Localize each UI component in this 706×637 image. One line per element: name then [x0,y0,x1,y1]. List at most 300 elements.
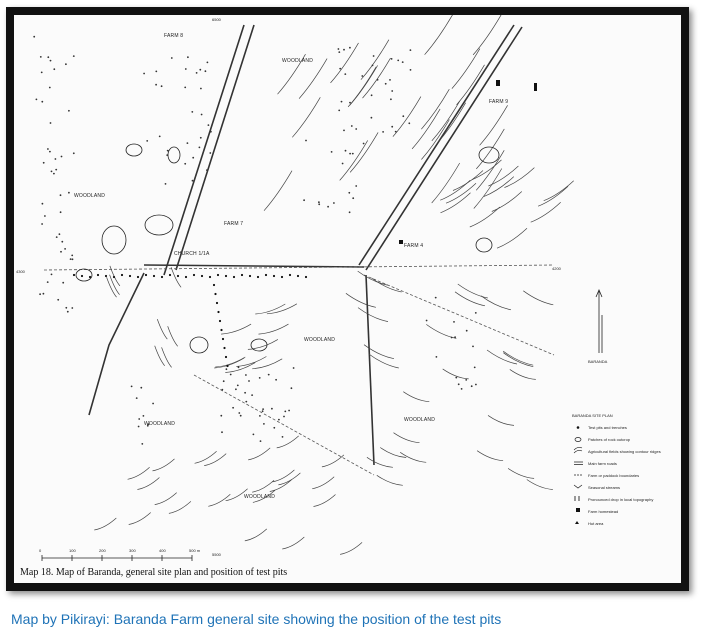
ridge-line [363,58,391,98]
ridge-line [155,493,177,505]
woodland-dot [361,75,363,77]
legend-title: BARANDA SITE PLAN [572,413,613,418]
woodland-dot [201,114,203,116]
ridge-line [504,168,534,188]
legend-symbol-ridge [574,447,582,453]
woodland-dot [53,68,55,70]
woodland-dot [51,274,53,276]
test-pit [177,275,179,277]
test-pit [201,275,203,277]
ridge-line [277,436,299,448]
woodland-dot [184,163,186,165]
ridge-line [508,468,534,478]
legend-item-label: Seasonal streams [588,485,621,490]
woodland-dot [260,440,262,442]
woodland-dot [138,426,140,428]
woodland-dot [61,241,63,243]
woodland-dot [53,173,55,175]
woodland-dot [475,312,477,314]
test-pit [145,274,147,276]
woodland-dot [155,71,157,73]
test-pit [233,276,235,278]
woodland-dot [283,416,285,418]
ridge-line [425,15,453,55]
test-pit [257,276,259,278]
coord-bottom: 5500 [212,552,221,557]
woodland-dot [185,68,187,70]
woodland-dot [288,410,290,412]
woodland-dot [196,72,198,74]
woodland-dot [318,201,320,203]
woodland-dot [60,194,62,196]
farm-boundaries [44,265,554,475]
woodland-dot [343,49,345,51]
ridge-line [153,459,175,471]
ridge-line [157,319,167,339]
ridge-line [128,467,150,479]
woodland-dot [344,73,346,75]
ridge-line [248,448,270,460]
ridge-line [137,478,159,490]
scale-tick-label: 500 m [189,548,201,553]
woodland-dot [474,367,476,369]
scale-tick-label: 100 [69,548,76,553]
map-sheet [14,15,681,583]
woodland-stipple [33,36,477,445]
test-pit [219,320,221,322]
legend-item-label: Farm homestead [588,509,619,514]
woodland-dot [155,84,157,86]
woodland-dot [43,162,45,164]
woodland-dot [143,73,145,75]
woodland-dot [70,258,72,260]
woodland-dot [51,171,53,173]
woodland-dot [390,98,392,100]
ridge-line [245,529,267,541]
ridge-line [94,518,116,530]
woodland-dot [240,415,242,417]
woodland-dot [363,143,365,145]
test-pit [225,275,227,277]
ridge-line [458,284,488,298]
ridge-line [195,451,217,463]
test-pit [216,302,218,304]
woodland-dot [140,387,142,389]
woodland-dot [220,415,222,417]
woodland-dot [141,443,143,445]
ridge-line [531,202,561,222]
woodland-dot [36,99,38,101]
rock-outcrops [76,144,499,353]
woodland-dot [191,111,193,113]
woodland-dot [426,320,428,322]
woodland-dot [60,211,62,213]
test-pit [73,274,75,276]
ridge-line [476,150,504,190]
woodland-dot [49,151,51,153]
woodland-dot [333,202,335,204]
ridge-line [477,451,503,461]
ridge-line [480,105,508,145]
woodland-dot [291,387,293,389]
woodland-dot [389,79,391,81]
woodland-dot [206,169,208,171]
woodland-dot [248,380,250,382]
woodland-dot [199,147,201,149]
woodland-dot [49,87,51,89]
woodland-dot [338,48,340,50]
woodland-dot [475,384,477,386]
ridge-line [221,324,251,334]
woodland-dot [343,130,345,132]
ridge-line [358,308,388,322]
legend-symbol-stream [574,485,582,488]
woodland-dot [245,401,247,403]
ridge-line [255,304,285,314]
legend-symbol-rock [575,438,581,442]
ridge-line [426,324,456,338]
woodland-dot [349,102,351,104]
coord-left: 4300 [16,269,25,274]
woodland-dot [352,153,354,155]
test-pit [289,274,291,276]
test-pit [209,276,211,278]
woodland-dot [349,153,351,155]
woodland-dot [61,156,63,158]
legend-symbol-pit [577,426,580,429]
woodland-dot [349,211,351,213]
woodland-dot [221,389,223,391]
label-woodland-6: WOODLAND [244,494,276,500]
farm-homesteads [399,80,537,244]
woodland-dot [39,293,41,295]
woodland-dot [402,61,404,63]
site-plan-map [14,15,681,583]
legend-item-label: Test pits and trenches [588,425,627,430]
test-pit [113,276,115,278]
test-pit [161,276,163,278]
woodland-dot [455,377,457,379]
woodland-dot [68,110,70,112]
ridge-line [215,357,245,367]
legend-symbol-road [574,462,583,465]
legend-item-label: Patches of rock outcrop [588,437,631,442]
map-figure-title: Map 18. Map of Baranda, general site plan and position of test pits [20,567,288,578]
woodland-dot [259,377,261,379]
woodland-dot [262,410,264,412]
ridge-line [282,537,304,549]
woodland-dot [402,115,404,117]
woodland-dot [199,69,201,71]
test-pit [217,311,219,313]
woodland-dot [152,403,154,405]
woodland-dot [41,72,43,74]
woodland-dot [171,57,173,59]
test-pit [105,275,107,277]
woodland-dot [454,336,456,338]
test-pit [265,274,267,276]
woodland-dot [143,415,145,417]
ridge-line [492,192,522,212]
woodland-dot [293,367,295,369]
contour-ridges [94,15,573,554]
woodland-dot [200,88,202,90]
ridge-line [252,359,282,369]
woodland-dot [50,60,52,62]
woodland-dot [209,152,211,154]
woodland-dot [273,427,275,429]
woodland-dot [205,70,207,72]
label-woodland-4: WOODLAND [144,421,176,427]
woodland-dot [55,158,57,160]
ridge-line [497,228,527,248]
woodland-dot [192,180,194,182]
ridge-line [481,296,511,310]
ridge-line [446,183,476,203]
woodland-dot [65,63,67,65]
ridge-line [314,495,336,507]
woodland-dot [200,137,202,139]
woodland-dot [345,150,347,152]
woodland-dot [62,282,64,284]
test-pit [97,274,99,276]
woodland-dot [395,131,397,133]
test-pit [225,356,227,358]
test-pit [249,275,251,277]
ridge-line [393,97,421,137]
map-legend [572,413,661,526]
test-pit [297,275,299,277]
woodland-dot [472,346,474,348]
ridge-line [331,43,359,83]
woodland-dot [187,142,189,144]
ridge-line [292,97,320,137]
woodland-dot [305,140,307,142]
test-pit [226,365,228,367]
woodland-dot [238,366,240,368]
ridge-line [544,181,574,201]
coord-top: 6500 [212,17,221,22]
legend-symbol-homestead [576,508,580,512]
woodland-dot [349,47,351,49]
label-farm-right: FARM 9 [489,99,509,105]
scale-tick-label: 400 [159,548,166,553]
woodland-dot [73,55,75,57]
ridge-line [421,120,449,160]
woodland-dot [73,152,75,154]
map-frame [6,7,689,591]
woodland-dot [223,380,225,382]
ridge-line [155,346,165,366]
woodland-dot [47,56,49,58]
test-pit [217,274,219,276]
woodland-dot [461,388,463,390]
woodland-dot [410,69,412,71]
woodland-dot [331,151,333,153]
coord-right: 4200 [552,266,561,271]
woodland-dot [57,299,59,301]
woodland-dot [339,68,341,70]
ridge-line [346,293,376,307]
legend-symbol-hut [575,521,579,524]
ridge-line [377,475,403,485]
woodland-dot [159,136,161,138]
woodland-dot [275,379,277,381]
woodland-dot [146,140,148,142]
woodland-dot [237,385,239,387]
woodland-dot [338,110,340,112]
woodland-dot [436,356,438,358]
label-farm-mid: FARM 7 [224,221,244,227]
legend-item-label: Main farm roads [588,461,617,466]
woodland-dot [262,408,264,410]
test-pit [273,275,275,277]
woodland-dot [382,131,384,133]
woodland-dot [458,383,460,385]
woodland-dot [451,337,453,339]
ridge-line [457,65,485,105]
woodland-dot [471,385,473,387]
woodland-dot [207,62,209,64]
woodland-dot [55,169,57,171]
ridge-line [129,513,151,525]
woodland-dot [408,122,410,124]
ridge-line [171,267,181,287]
test-pit [137,276,139,278]
test-pit [223,347,225,349]
ridge-line [421,89,449,129]
test-pit [193,274,195,276]
woodland-dot [138,418,140,420]
woodland-dot [210,131,212,133]
test-pit [169,274,171,276]
woodland-dot [372,65,374,67]
woodland-dot [327,206,329,208]
test-pit [121,274,123,276]
test-pit [305,276,307,278]
scale-tick-label: 300 [129,548,136,553]
label-woodland-3: WOODLAND [304,337,336,343]
woodland-dot [377,79,379,81]
woodland-dot [64,248,66,250]
ridge-line [204,454,226,466]
woodland-dot [268,374,270,376]
woodland-dot [47,148,49,150]
legend-item-label: Pronounced drop in local topography [588,497,654,502]
woodland-dot [245,374,247,376]
label-baranda: BARANDA [588,359,608,364]
woodland-dot [136,397,138,399]
ridge-line [267,304,297,314]
label-woodland-5: WOODLAND [404,417,436,423]
legend-symbol-drop [575,496,579,501]
woodland-dot [67,311,69,313]
ridge-line [162,347,172,367]
woodland-dot [192,157,194,159]
ridge-line [264,171,292,211]
woodland-dot [338,51,340,53]
ridge-line [455,292,485,306]
woodland-dot [348,192,350,194]
woodland-dot [253,434,255,436]
woodland-dot [284,411,286,413]
woodland-dot [221,431,223,433]
ridge-line [403,392,429,402]
woodland-dot [371,94,373,96]
woodland-dot [43,293,45,295]
ridge-line [503,351,533,365]
ridge-line [380,448,406,458]
label-farm-east: FARM 4 [404,243,424,249]
woodland-dot [385,83,387,85]
legend-item-label: Hut area [588,521,604,526]
label-farm-top: FARM 8 [164,33,184,39]
woodland-dot [42,203,44,205]
test-pit [81,275,83,277]
woodland-dot [47,281,49,283]
test-pit [89,276,91,278]
ridge-line [259,324,289,334]
woodland-dot [50,122,52,124]
test-pit [213,284,215,286]
test-pit [129,275,131,277]
test-pit [214,293,216,295]
woodland-dot [187,56,189,58]
woodland-dot [342,163,344,165]
woodland-dot [232,407,234,409]
woodland-dot [318,203,320,205]
test-pit [185,276,187,278]
woodland-dot [355,128,357,130]
woodland-dot [465,379,467,381]
woodland-dot [410,49,412,51]
woodland-dot [161,85,163,87]
test-pit [241,274,243,276]
woodland-dot [263,423,265,425]
woodland-dot [282,436,284,438]
woodland-dot [71,307,73,309]
ridge-line [523,291,553,305]
ridge-line [350,132,378,172]
north-arrow [596,290,602,353]
woodland-dot [391,90,393,92]
woodland-dot [56,236,58,238]
test-pit [220,329,222,331]
woodland-dot [41,223,43,225]
ridge-line [488,415,514,425]
woodland-dot [226,368,228,370]
woodland-dot [208,124,210,126]
woodland-dot [391,58,393,60]
woodland-dot [466,330,468,332]
scale-ticks [39,548,201,561]
woodland-dot [44,215,46,217]
woodland-dot [352,197,354,199]
woodland-dot [60,251,62,253]
ridge-line [484,177,514,197]
woodland-dot [230,374,232,376]
woodland-dot [271,408,273,410]
woodland-dot [235,388,237,390]
ridge-line [527,480,553,490]
ridge-line [168,326,178,346]
test-pit [281,276,283,278]
woodland-dot [72,258,74,260]
ridge-line [394,433,420,443]
ridge-line [510,369,536,379]
label-woodland-1: WOODLAND [282,58,314,64]
scale-tick-label: 0 [39,548,42,553]
